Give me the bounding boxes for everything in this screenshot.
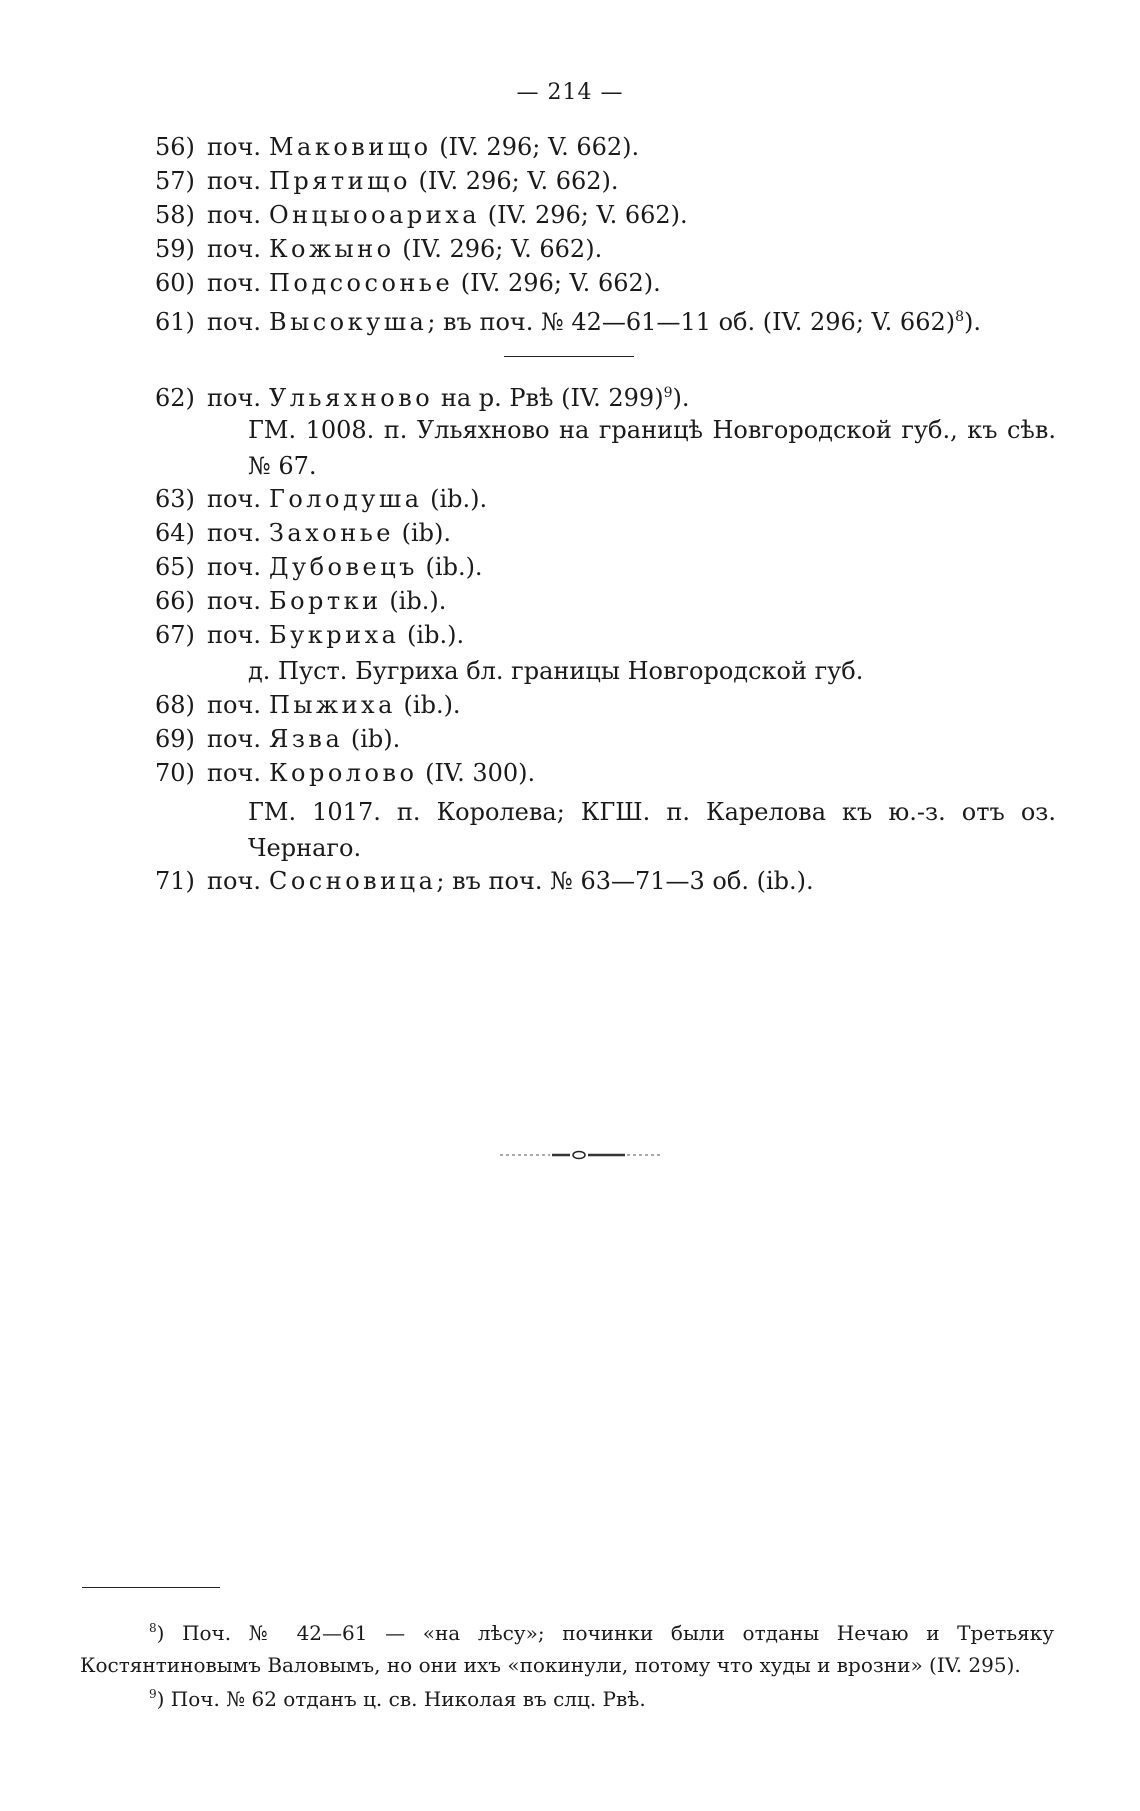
entry-prefix: поч.: [207, 384, 261, 412]
entry-reference: (IV. 296; V. 662).: [453, 269, 661, 297]
entry-70-note: ГМ. 1017. п. Королева; КГШ. п. Карелова къ ю.-з. отъ оз. Чернаго.: [248, 798, 1056, 862]
footnote-8: [80, 1612, 1054, 1681]
entry-71: [155, 866, 814, 896]
entry-60: [155, 268, 661, 298]
entry-prefix: поч.: [207, 867, 261, 895]
entry-56: [155, 132, 639, 162]
entry-number: 64): [155, 519, 195, 547]
entry-tail: ).: [672, 384, 690, 412]
section-divider: [504, 356, 634, 357]
entry-63: [155, 484, 487, 514]
place-name: Голодуша: [268, 485, 423, 513]
entry-prefix: поч.: [207, 308, 261, 336]
footnote-number: 8: [149, 1621, 157, 1635]
entry-number: 70): [155, 759, 195, 787]
entry-reference: (ib).: [393, 519, 451, 547]
entry-number: 69): [155, 725, 195, 753]
footnote-separator: [82, 1587, 220, 1588]
place-name: Ульяхново: [268, 384, 434, 412]
place-name: Подсосонье: [268, 269, 454, 297]
place-name: Королово: [268, 759, 418, 787]
entry-prefix: поч.: [207, 587, 261, 615]
entry-number: 57): [155, 167, 195, 195]
footnote-marker: 8: [955, 309, 965, 325]
entry-reference: (IV. 296; V. 662).: [394, 235, 603, 263]
entry-62-note: ГМ. 1008. п. Ульяхново на границѣ Новгородской губ., къ сѣв. № 67.: [248, 416, 1056, 480]
entry-57: [155, 166, 619, 196]
entry-reference: ; въ поч. № 63—71—3 об. (ib.).: [436, 867, 814, 895]
entry-64: [155, 518, 451, 548]
footnote-number: 9: [149, 1687, 157, 1701]
entry-prefix: поч.: [207, 269, 261, 297]
footnote-marker: 9: [663, 385, 673, 401]
entry-59: [155, 234, 602, 264]
entry-number: 65): [155, 553, 195, 581]
entry-reference: (ib.).: [381, 587, 447, 615]
entry-number: 63): [155, 485, 195, 513]
place-name: Букриха: [268, 621, 400, 649]
entry-58: [155, 200, 688, 230]
place-name: Язва: [268, 725, 344, 753]
entry-reference: (ib.).: [395, 691, 461, 719]
entry-prefix: поч.: [207, 485, 261, 513]
footnote-text: ) Поч. № 42—61 — «на лѣсу»; починки были отданы Нечаю и Третьяку Костянтиновымъ Валовымъ, но они ихъ «покинули, потому что худы и врозни» (IV. 295).: [80, 1621, 1054, 1677]
entry-number: 67): [155, 621, 195, 649]
place-name: Маковищо: [268, 133, 432, 161]
entry-reference: ; въ поч. № 42—61—11 об. (IV. 296; V. 662): [427, 308, 956, 336]
entry-prefix: поч.: [207, 167, 261, 195]
entry-number: 68): [155, 691, 195, 719]
entry-prefix: поч.: [207, 691, 261, 719]
entry-67: [155, 620, 464, 650]
entry-number: 60): [155, 269, 195, 297]
entry-prefix: поч.: [207, 133, 261, 161]
entry-number: 58): [155, 201, 195, 229]
entry-number: 56): [155, 133, 195, 161]
place-name: Дубовецъ: [268, 553, 418, 581]
entry-number: 66): [155, 587, 195, 615]
entry-reference: (IV. 296; V. 662).: [480, 201, 688, 229]
entry-65: [155, 552, 483, 582]
entry-66: [155, 586, 446, 616]
place-name: Захонье: [268, 519, 394, 547]
entry-prefix: поч.: [207, 553, 261, 581]
entry-70: [155, 758, 535, 788]
entry-reference: (ib.).: [417, 553, 483, 581]
footnote-text: ) Поч. № 62 отданъ ц. св. Николая въ слц. Рвѣ.: [156, 1687, 646, 1711]
page-number: — 214 —: [516, 80, 624, 105]
place-name: Сосновица: [268, 867, 437, 895]
entry-number: 62): [155, 384, 195, 412]
place-name: Пыжиха: [268, 691, 396, 719]
entry-69: [155, 724, 400, 754]
entry-67-note: д. Пуст. Бугриха бл. границы Новгородской губ.: [248, 657, 864, 685]
entry-prefix: поч.: [207, 201, 261, 229]
entry-reference: (ib).: [343, 725, 401, 753]
entry-prefix: поч.: [207, 519, 261, 547]
entry-reference: (ib.).: [399, 621, 465, 649]
entry-reference: на р. Рвѣ (IV. 299): [433, 384, 664, 412]
entry-reference: (ib.).: [422, 485, 488, 513]
entry-reference: (IV. 300).: [417, 759, 536, 787]
entry-reference: (IV. 296; V. 662).: [410, 167, 619, 195]
entry-68: [155, 690, 461, 720]
entry-number: 71): [155, 867, 195, 895]
entry-prefix: поч.: [207, 759, 261, 787]
entry-tail: ).: [964, 308, 982, 336]
place-name: Онцыооариха: [268, 201, 481, 229]
place-name: Высокуша: [268, 308, 428, 336]
entry-number: 61): [155, 308, 195, 336]
footnote-9: [80, 1678, 1054, 1715]
entry-61: [155, 302, 981, 337]
entry-prefix: поч.: [207, 621, 261, 649]
entry-prefix: поч.: [207, 235, 261, 263]
entry-62: [155, 378, 689, 413]
entry-reference: (IV. 296; V. 662).: [431, 133, 640, 161]
place-name: Бортки: [268, 587, 382, 615]
entry-prefix: поч.: [207, 725, 261, 753]
ornament-divider: [500, 1150, 660, 1160]
place-name: Кожыно: [268, 235, 395, 263]
place-name: Прятищо: [268, 167, 411, 195]
entry-number: 59): [155, 235, 195, 263]
